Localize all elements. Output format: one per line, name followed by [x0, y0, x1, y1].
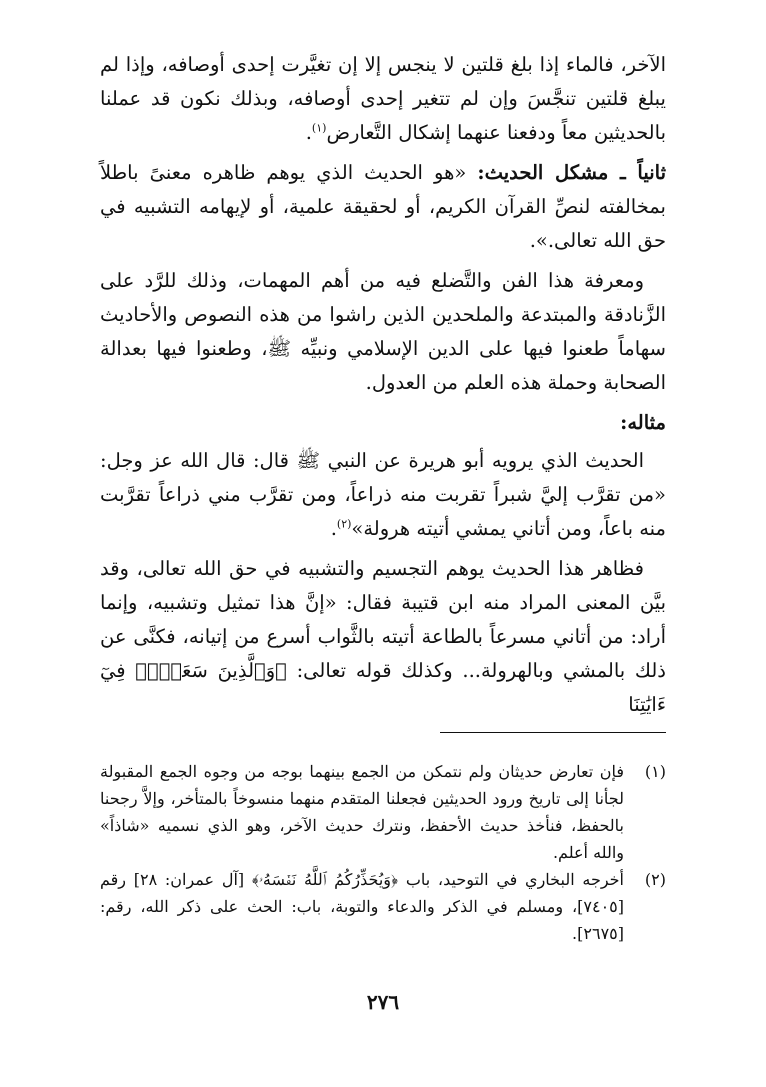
- paragraph-explanation: [100, 552, 666, 722]
- footnote-2: [100, 866, 666, 947]
- section-heading-mushkil: ثانياً ـ مشكل الحديث:: [477, 161, 667, 184]
- footnote-text: أخرجه البخاري في التوحيد، باب ﴿وَيُحَذِّرُكُمُ ٱللَّهُ نَفۡسَهُۥ﴾ [آل عمران: ٢٨] رقم [٧٤٠٥]، ومسلم في الذكر والدعاء والتوبة، باب: الحث على ذكر الله، رقم: [٢٦٧٥].: [100, 870, 624, 943]
- paragraph-importance: [100, 264, 666, 400]
- paragraph-1-text: الآخر، فالماء إذا بلغ قلتين لا ينجس إلا إن تغيَّرت إحدى أوصافه، وإذا لم يبلغ قلتين تنجَّسَ وإن لم تتغير إحدى أوصافه، وبذلك نكون قد عملنا بالحديثين معاً ودفعنا عنهما إشكال التَّعارض: [100, 53, 666, 144]
- definition-text: «هو الحديث الذي يوهم ظاهره معنىً باطلاً بمخالفته لنصِّ القرآن الكريم، أو لحقيقة علمية، أو لإيهامه التشبيه في حق الله تعالى.».: [100, 161, 666, 252]
- paragraph-hadith: [100, 444, 666, 546]
- paragraph-1: [100, 48, 666, 150]
- footnote-text: فإن تعارض حديثان ولم نتمكن من الجمع بينهما بوجه من وجوه الجمع المقبولة لجأنا إلى تاريخ ورود الحديثين فجعلنا المتقدم منهما منسوخاً بالمتأخر، وإلاَّ رجحنا بالحفظ، فنأخذ حديث الأحفظ، ونترك حديث الآخر، وهو الذي نسميه «شاذاً» والله أعلم.: [100, 762, 625, 862]
- hadith-text: الحديث الذي يرويه أبو هريرة عن النبي ﷺ قال: قال الله عز وجل: «من تقرَّب إليَّ شبراً تقربت منه ذراعاً، ومن تقرَّب مني ذراعاً تقرَّبت منه باعاً، ومن أتاني يمشي أتيته هرولة»: [100, 449, 666, 540]
- paragraph-1-end: .: [305, 121, 312, 144]
- paragraph-definition: [100, 156, 666, 258]
- page-number: ٢٧٦: [366, 990, 400, 1014]
- explanation-text: فظاهر هذا الحديث يوهم التجسيم والتشبيه في حق الله تعالى، وقد بيَّن المعنى المراد منه ابن قتيبة فقال: «إنَّ هذا تمثيل وتشبيه، وإنما أراد: من أتاني مسرعاً بالطاعة أتيته بالثَّواب أسرع من إتيانه، فكنَّى عن ذلك بالمشي وبالهرولة... وكذلك قوله تعالى: ﴿وَٱلَّذِينَ سَعَوۡا۟ فِيٓ ءَايَٰتِنَا: [100, 557, 666, 716]
- footnotes: [100, 758, 666, 947]
- footnote-number: (١): [644, 762, 666, 781]
- footnote-ref-2: (٢): [336, 517, 352, 531]
- footnote-ref-1: (١): [311, 121, 327, 135]
- footnote-divider: [440, 732, 666, 733]
- paragraph-hadith-end: .: [330, 517, 337, 540]
- main-text: [100, 48, 666, 728]
- importance-text: ومعرفة هذا الفن والتَّضلع فيه من أهم المهمات، وذلك للرَّد على الزَّنادقة والمبتدعة والملحدين الذين راشوا من هذه النصوص والأحاديث سهاماً طعنوا فيها على الدين الإسلامي ونبيِّه ﷺ، وطعنوا فيها بعدالة الصحابة وحملة هذه العلم من العدول.: [100, 269, 666, 394]
- footnote-number: (٢): [644, 870, 666, 889]
- example-heading: مثاله:: [620, 411, 666, 434]
- footnote-1: [100, 758, 666, 866]
